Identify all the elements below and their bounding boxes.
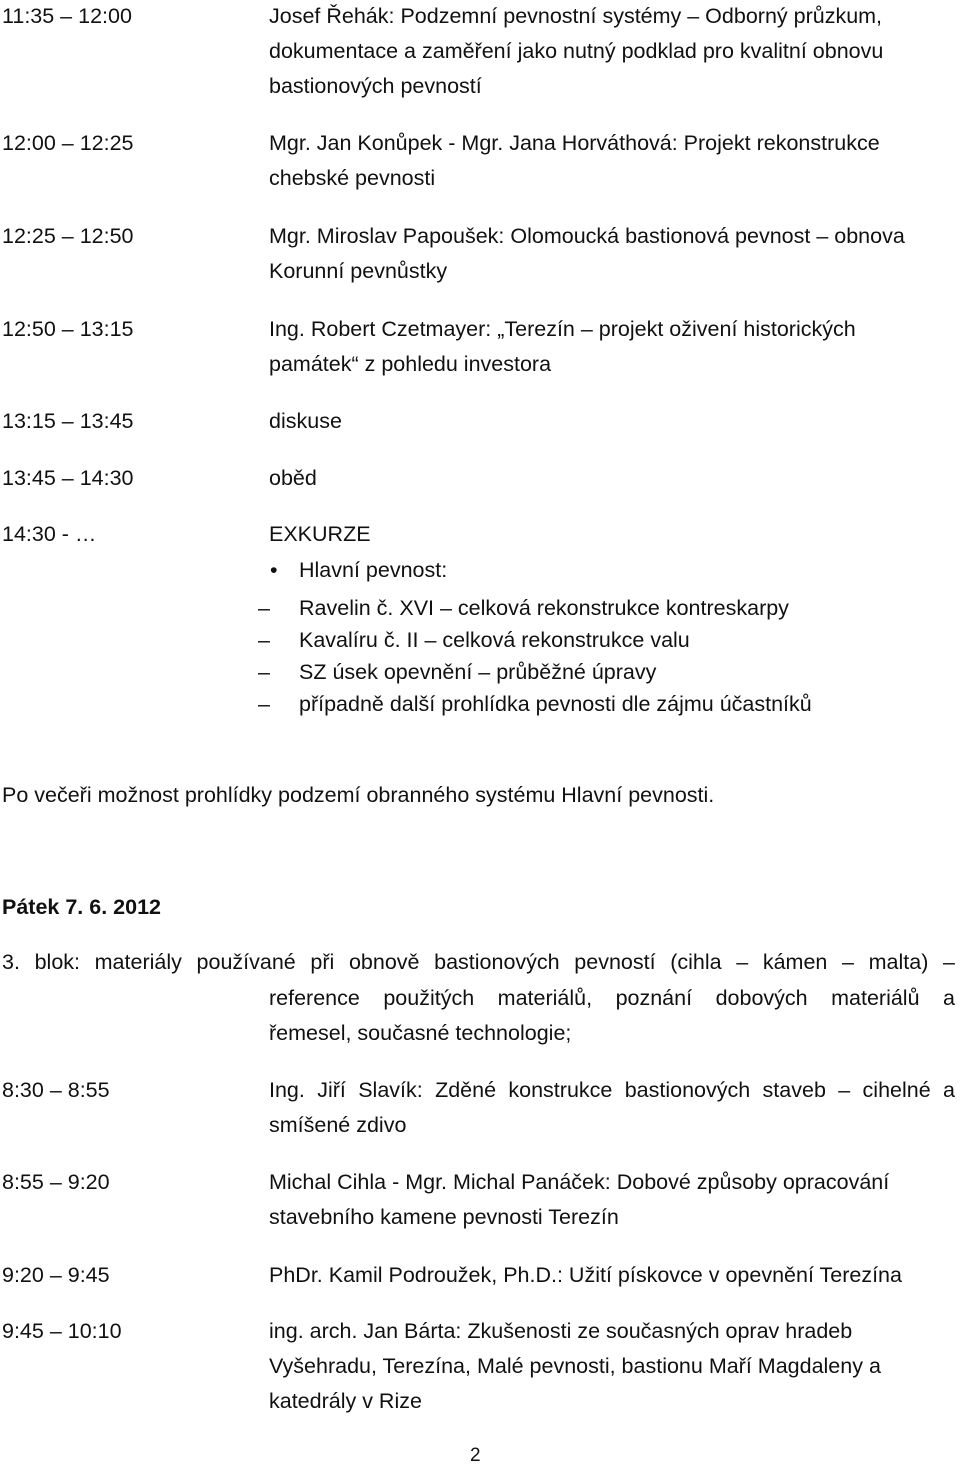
time-slot: 8:30 – 8:55 bbox=[2, 1078, 110, 1102]
time-slot: 9:20 – 9:45 bbox=[2, 1263, 110, 1287]
page-number: 2 bbox=[470, 1445, 481, 1466]
list-item: Kavalíru č. II – celková rekonstrukce valu bbox=[299, 628, 690, 652]
talk-text: EXKURZE bbox=[269, 522, 371, 546]
talk-text: Vyšehradu, Terezína, Malé pevnosti, bastionu Maří Magdaleny a bbox=[269, 1354, 881, 1378]
talk-text: Ing. Robert Czetmayer: „Terezín – projekt oživení historických bbox=[269, 317, 856, 341]
bullet-icon: • bbox=[270, 558, 278, 582]
time-slot: 11:35 – 12:00 bbox=[2, 4, 132, 28]
talk-text: smíšené zdivo bbox=[269, 1113, 407, 1137]
talk-text: Mgr. Jan Konůpek - Mgr. Jana Horváthová: Projekt rekonstrukce bbox=[269, 131, 880, 155]
time-slot: 12:50 – 13:15 bbox=[2, 317, 134, 341]
block-title: 3. blok: materiály používané při obnově bastionových pevností (cihla – kámen – malta) – bbox=[2, 950, 955, 974]
talk-text: Korunní pevnůstky bbox=[269, 259, 448, 283]
dash-icon: – bbox=[258, 692, 270, 716]
talk-text: oběd bbox=[269, 466, 317, 490]
time-slot: 9:45 – 10:10 bbox=[2, 1319, 122, 1343]
dash-icon: – bbox=[258, 628, 270, 652]
time-slot: 8:55 – 9:20 bbox=[2, 1170, 110, 1194]
talk-text: dokumentace a zaměření jako nutný podklad pro kvalitní obnovu bbox=[269, 39, 884, 63]
talk-text: Mgr. Miroslav Papoušek: Olomoucká bastionová pevnost – obnova bbox=[269, 224, 905, 248]
block-text: reference použitých materiálů, poznání dobových materiálů a bbox=[269, 986, 955, 1010]
talk-text: bastionových pevností bbox=[269, 74, 482, 98]
talk-text: stavebního kamene pevnosti Terezín bbox=[269, 1205, 619, 1229]
list-item: SZ úsek opevnění – průběžné úpravy bbox=[299, 660, 657, 684]
talk-text: diskuse bbox=[269, 409, 342, 433]
talk-text: Josef Řehák: Podzemní pevnostní systémy – Odborný průzkum, bbox=[269, 4, 883, 28]
day-heading: Pátek 7. 6. 2012 bbox=[2, 895, 161, 919]
dash-icon: – bbox=[258, 660, 270, 684]
talk-text: PhDr. Kamil Podroužek, Ph.D.: Užití pískovce v opevnění Terezína bbox=[269, 1263, 902, 1287]
time-slot: 12:00 – 12:25 bbox=[2, 131, 134, 155]
talk-text: Ing. Jiří Slavík: Zděné konstrukce bastionových staveb – cihelné a bbox=[269, 1078, 955, 1102]
time-slot: 13:15 – 13:45 bbox=[2, 409, 134, 433]
time-slot: 13:45 – 14:30 bbox=[2, 466, 134, 490]
time-slot: 14:30 - … bbox=[2, 522, 97, 546]
evening-note: Po večeři možnost prohlídky podzemí obranného systému Hlavní pevnosti. bbox=[2, 783, 715, 807]
block-text: řemesel, současné technologie; bbox=[269, 1021, 572, 1045]
dash-icon: – bbox=[258, 596, 270, 620]
list-item: Ravelin č. XVI – celková rekonstrukce kontreskarpy bbox=[299, 596, 789, 620]
list-item: Hlavní pevnost: bbox=[299, 558, 448, 582]
talk-text: katedrály v Rize bbox=[269, 1389, 422, 1413]
talk-text: ing. arch. Jan Bárta: Zkušenosti ze současných oprav hradeb bbox=[269, 1319, 853, 1343]
talk-text: chebské pevnosti bbox=[269, 166, 436, 190]
time-slot: 12:25 – 12:50 bbox=[2, 224, 134, 248]
talk-text: památek“ z pohledu investora bbox=[269, 352, 552, 376]
talk-text: Michal Cihla - Mgr. Michal Panáček: Dobové způsoby opracování bbox=[269, 1170, 890, 1194]
list-item: případně další prohlídka pevnosti dle zájmu účastníků bbox=[299, 692, 812, 716]
